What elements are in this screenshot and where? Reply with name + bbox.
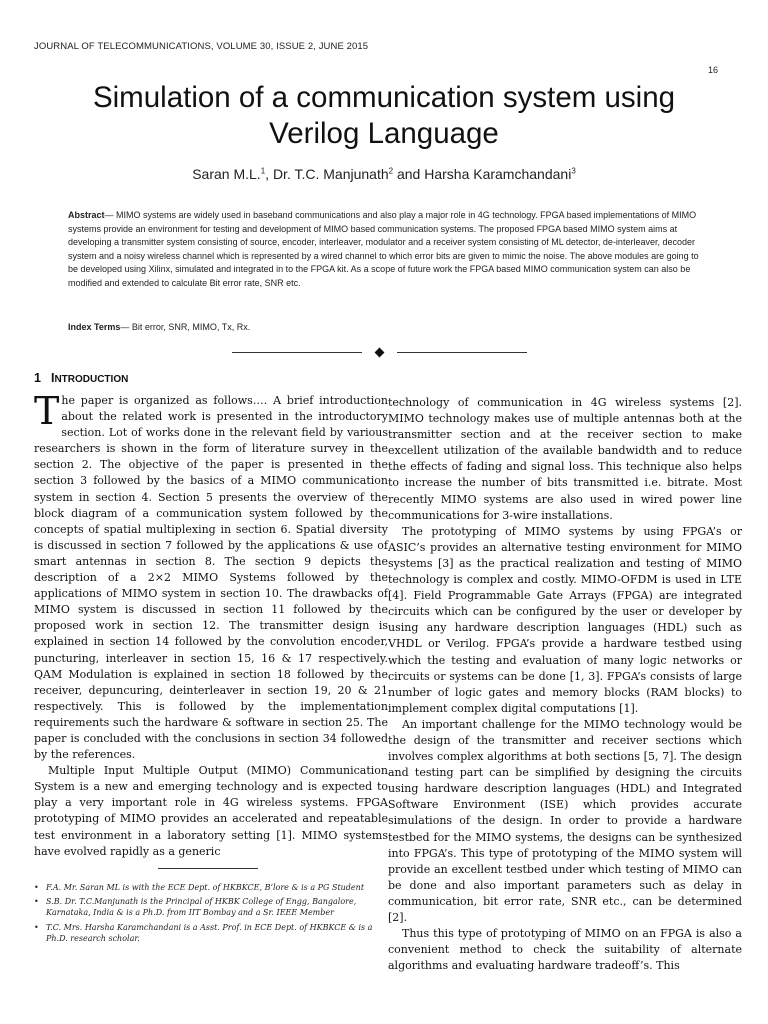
diamond-icon — [375, 347, 385, 357]
footnote — [34, 896, 384, 918]
author-name: Harsha Karamchandani — [424, 166, 572, 182]
author-name: Dr. T.C. Manjunath — [272, 166, 389, 182]
paragraph: Thus this type of prototyping of MIMO on an FPGA is also a convenient method to check the suitability of alternate algorithms and evaluating hardware tradeoff’s. This — [388, 927, 742, 973]
title-line-1: Simulation of a communication system using — [92, 81, 676, 114]
author-affiliation-mark: 2 — [388, 166, 394, 176]
bullet-icon: • — [34, 897, 39, 907]
index-terms — [68, 322, 700, 332]
section-number: 1 — [34, 371, 41, 385]
paragraph: An important challenge for the MIMO technology would be the design of the transmitter and receiver sections which involves complex algorithms at both sections [5, 7]. The design and testing part can be simplified by designing the circuits using hardware description languages (HDL) and Integrated Software Environment (ISE) which provides accurate simulations of the design. In order to provide a hardware testbed for the MIMO systems, the designs can be synthesized into FPGA’s. This type of prototyping of the MIMO system will provide an excellent testbed under which testing of MIMO can be done and also important parameters such as delay in communication, bit error rate, SNR etc., can be determined [2]. — [388, 717, 742, 924]
author-name: Saran M.L. — [192, 166, 261, 182]
section-separator — [232, 345, 527, 359]
author-affiliation-mark: 1 — [260, 166, 266, 176]
section-heading — [34, 371, 128, 385]
bullet-icon: • — [34, 883, 39, 892]
index-terms-text: Bit error, SNR, MIMO, Tx, Rx. — [131, 322, 251, 332]
bullet-icon: • — [34, 922, 39, 932]
paragraph: Multiple Input Multiple Output (MIMO) Communication System is a new and emerging technology and is expected to play a very important role in 4G wireless systems. FPGA prototyping of MIMO provides an accelerated and repeatable test environment in a laboratory setting [1]. MIMO systems have evolved rapidly as a generic — [34, 764, 388, 858]
paragraph: The prototyping of MIMO systems by using FPGA’s or ASIC’s provides an alternative testing environment for MIMO systems [3] as the practical realization and testing of MIMO technology is complex and costly. MIMO-OFDM is used in LTE [4]. Field Programmable Gate Arrays (FPGA) are integrated circuits which can be configured by the user or developer by using any hardware description languages (HDL) such as VHDL or Verilog. FPGA’s provide a hardware testbed using which the testing and evaluation of many logic networks or circuits or systems can be done [1, 3]. FPGA’s consists of large number of logic gates and memory blocks (RAM blocks) to implement complex digital computations [1]. — [388, 524, 742, 715]
left-column — [34, 389, 388, 860]
author-separator: and — [393, 166, 425, 182]
abstract — [68, 209, 700, 291]
abstract-label: Abstract — [68, 210, 105, 220]
paragraph-text: he paper is organized as follows…. A brief introduction about the related work is presented in the introductory section. Lot of works done in the relevant field by various researchers is shown in the form of literature survey in the section 2. The objective of the paper is presented in the section 3 followed by the basics of a MIMO communication system in section 4. Section 5 presents the overview of the block diagram of a communication system followed by the concepts of spatial multiplexing in section 6. Spatial diversity is discussed in section 7 followed by the applications & use of smart antennas in section 8. The section 9 depicts the description of a 2×2 MIMO Systems followed by the applications of MIMO system in section 10. The drawbacks of MIMO system is discussed in section 11 followed by the proposed work in section 12. The transmitter design is explained in section 14 followed by the convolution encoder, puncturing, interleaver in section 15, 16 & 17 respectively. QAM Modulation is explained in section 18 followed by the receiver, depuncuring, deinterleaver in section 19, 20 & 21 respectively. This is followed by the implementation requirements such the hardware & software in section 25. The paper is concluded with the conclusions in section 34 followed by the references. — [34, 394, 388, 762]
paragraph — [34, 389, 388, 763]
footnotes — [34, 882, 384, 947]
abstract-dash: — — [104, 210, 117, 220]
page-number: 16 — [707, 65, 718, 75]
abstract-text: MIMO systems are widely used in baseband communications and also play a major role in 4G technology. FPGA based implementations of MIMO systems provide an environment for testing and development of MIMO based communication systems. The proposed FPGA based MIMO system aims at developing a transmitter system consisting of source, encoder, interleaver, modulator and a receiver system consisting of ML detector, de-interleaver, decoder system and a noisy wireless channel which is represented by a wired channel to which error bits are given to mimic the noise. The above modules are going to be developed using Xilinx, simulated and integrated in to the FPGA kit. As a scope of future work the FPGA based MIMO communication system can also be modified and extended to calculate Bit error rate, SNR etc. — [68, 210, 699, 288]
footnote-rule — [158, 868, 258, 869]
author-separator: , — [265, 166, 273, 182]
author-list — [20, 166, 748, 182]
journal-header: JOURNAL OF TELECOMMUNICATIONS, VOLUME 30, ISSUE 2, JUNE 2015 — [34, 41, 369, 52]
footnote-text: T.C. Mrs. Harsha Karamchandani is a Asst. Prof. in ECE Dept. of HKBKCE & is a Ph.D. research scholar. — [46, 922, 373, 943]
paper-title — [20, 80, 748, 152]
footnote-text: S.B. Dr. T.C.Manjunath is the Principal of HKBK College of Engg, Bangalore, Karnataka, India & is a Ph.D. from IIT Bombay and a Sr. IEEE Member — [46, 897, 357, 918]
index-terms-label: Index Terms — [68, 322, 121, 332]
title-line-2: Verilog Language — [269, 117, 499, 150]
drop-cap: T — [34, 389, 60, 433]
footnote — [34, 922, 384, 944]
separator-line-left — [232, 352, 362, 353]
separator-line-right — [397, 352, 527, 353]
footnote — [34, 882, 384, 893]
paragraph: technology of communication in 4G wireless systems [2]. MIMO technology makes use of multiple antennas both at the transmitter section and at the receiver section to make excellent utilization of the available bandwidth and to reduce the effects of fading and signal loss. This technique also helps to increase the number of bits transmitted i.e. bitrate. Most recently MIMO systems are also used in wired power line communications for 3-wire installations. — [388, 396, 742, 522]
right-column — [388, 395, 742, 974]
author-affiliation-mark: 3 — [571, 166, 576, 176]
section-title-cap: I — [50, 371, 55, 385]
footnote-text: F.A. Mr. Saran ML is with the ECE Dept. of HKBKCE, B’lore & is a PG Student — [46, 883, 365, 892]
index-terms-dash: — — [120, 322, 132, 332]
section-title-rest: NTRODUCTION — [54, 374, 129, 385]
